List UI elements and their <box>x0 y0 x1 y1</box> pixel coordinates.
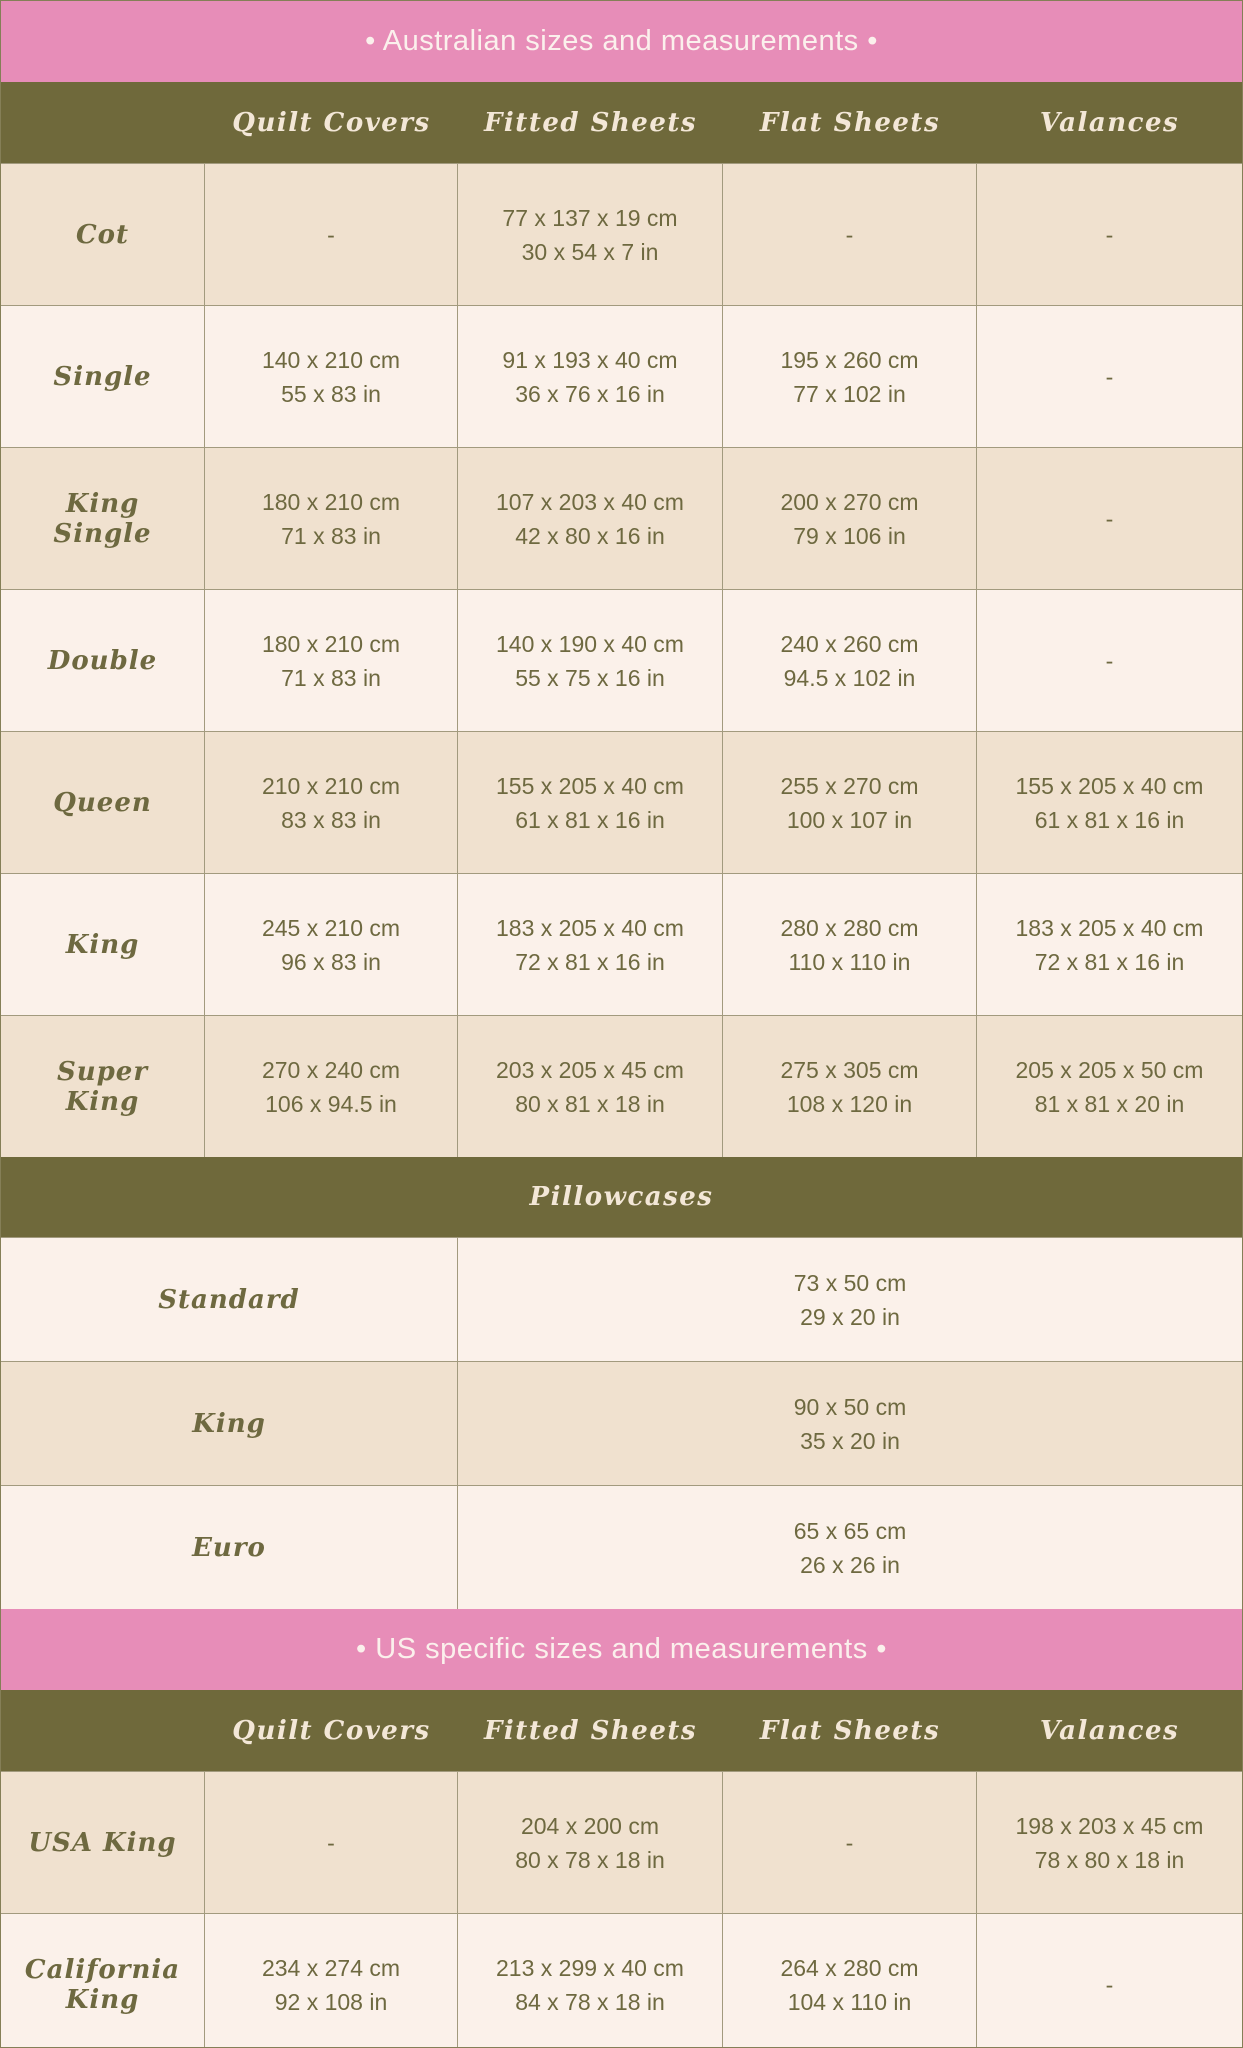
table-cell: 198 x 203 x 45 cm 78 x 80 x 18 in <box>1015 1812 1204 1873</box>
table-cell: 140 x 210 cm 55 x 83 in <box>205 306 458 447</box>
pillowcase-row <box>1 1237 1242 1361</box>
us-header-row <box>1 1690 1242 1771</box>
table-cell: 65 x 65 cm 26 x 26 in <box>793 1517 907 1578</box>
au-header-quilt-covers: Quilt Covers <box>232 107 431 138</box>
table-cell: 155 x 205 x 40 cm 61 x 81 x 16 in <box>458 732 723 873</box>
table-cell: - <box>1105 221 1114 248</box>
us-header-valances: Valances <box>1039 1715 1180 1746</box>
table-cell: - <box>205 164 458 305</box>
table-cell: 210 x 210 cm 83 x 83 in <box>205 732 458 873</box>
table-cell: 180 x 210 cm 71 x 83 in <box>205 590 458 731</box>
table-cell: 180 x 210 cm 71 x 83 in <box>205 448 458 589</box>
table-cell: 213 x 299 x 40 cm 84 x 78 x 18 in <box>458 1914 723 2048</box>
table-cell: 204 x 200 cm 80 x 78 x 18 in <box>458 1772 723 1913</box>
us-header-corner <box>1 1690 205 1771</box>
table-cell: - <box>205 1772 458 1913</box>
table-row <box>1 731 1242 873</box>
table-cell: 73 x 50 cm 29 x 20 in <box>793 1269 907 1330</box>
table-cell: 275 x 305 cm 108 x 120 in <box>723 1016 977 1157</box>
us-header-flat-sheets: Flat Sheets <box>759 1715 941 1746</box>
row-label: USA King <box>1 1772 205 1913</box>
table-cell: 77 x 137 x 19 cm 30 x 54 x 7 in <box>458 164 723 305</box>
table-cell: 205 x 205 x 50 cm 81 x 81 x 20 in <box>1015 1056 1204 1117</box>
table-cell: 245 x 210 cm 96 x 83 in <box>205 874 458 1015</box>
table-cell: - <box>1105 647 1114 674</box>
table-cell: 90 x 50 cm 35 x 20 in <box>793 1393 907 1454</box>
au-header-valances: Valances <box>1039 107 1180 138</box>
table-cell: 107 x 203 x 40 cm 42 x 80 x 16 in <box>458 448 723 589</box>
row-label: Euro <box>1 1486 458 1609</box>
us-header-quilt-covers: Quilt Covers <box>232 1715 431 1746</box>
au-section-banner: • Australian sizes and measurements • <box>1 1 1242 82</box>
row-label: Double <box>1 590 205 731</box>
row-label: King <box>1 874 205 1015</box>
table-cell: 195 x 260 cm 77 x 102 in <box>723 306 977 447</box>
table-cell: 280 x 280 cm 110 x 110 in <box>723 874 977 1015</box>
table-row <box>1 305 1242 447</box>
us-header-fitted-sheets: Fitted Sheets <box>483 1715 698 1746</box>
table-row <box>1 447 1242 589</box>
table-row <box>1 873 1242 1015</box>
pillowcase-row <box>1 1361 1242 1485</box>
table-cell: - <box>1105 1971 1114 1998</box>
table-cell: - <box>1105 505 1114 532</box>
row-label: California King <box>1 1914 205 2048</box>
table-cell: - <box>723 164 977 305</box>
table-row <box>1 1015 1242 1157</box>
row-label: Standard <box>1 1238 458 1361</box>
table-cell: 234 x 274 cm 92 x 108 in <box>205 1914 458 2048</box>
pillowcases-header: Pillowcases <box>1 1157 1242 1237</box>
table-cell: 203 x 205 x 45 cm 80 x 81 x 18 in <box>458 1016 723 1157</box>
row-label: King <box>1 1362 458 1485</box>
table-cell: - <box>1105 363 1114 390</box>
table-row <box>1 1913 1242 2048</box>
table-cell: 183 x 205 x 40 cm 72 x 81 x 16 in <box>1015 914 1204 975</box>
us-section-banner: • US specific sizes and measurements • <box>1 1609 1242 1690</box>
table-cell: 91 x 193 x 40 cm 36 x 76 x 16 in <box>458 306 723 447</box>
table-cell: 200 x 270 cm 79 x 106 in <box>723 448 977 589</box>
table-cell: 155 x 205 x 40 cm 61 x 81 x 16 in <box>1015 772 1204 833</box>
au-header-corner <box>1 82 205 163</box>
table-cell: 270 x 240 cm 106 x 94.5 in <box>205 1016 458 1157</box>
table-cell: 140 x 190 x 40 cm 55 x 75 x 16 in <box>458 590 723 731</box>
row-label: King Single <box>1 448 205 589</box>
table-cell: 183 x 205 x 40 cm 72 x 81 x 16 in <box>458 874 723 1015</box>
table-cell: - <box>723 1772 977 1913</box>
row-label: Single <box>1 306 205 447</box>
row-label: Queen <box>1 732 205 873</box>
table-cell: 255 x 270 cm 100 x 107 in <box>723 732 977 873</box>
au-header-flat-sheets: Flat Sheets <box>759 107 941 138</box>
row-label: Cot <box>1 164 205 305</box>
table-row <box>1 1771 1242 1913</box>
table-row <box>1 163 1242 305</box>
au-header-fitted-sheets: Fitted Sheets <box>483 107 698 138</box>
au-header-row <box>1 82 1242 163</box>
table-row <box>1 589 1242 731</box>
table-cell: 240 x 260 cm 94.5 x 102 in <box>723 590 977 731</box>
table-cell: 264 x 280 cm 104 x 110 in <box>723 1914 977 2048</box>
pillowcase-row <box>1 1485 1242 1609</box>
row-label: Super King <box>1 1016 205 1157</box>
